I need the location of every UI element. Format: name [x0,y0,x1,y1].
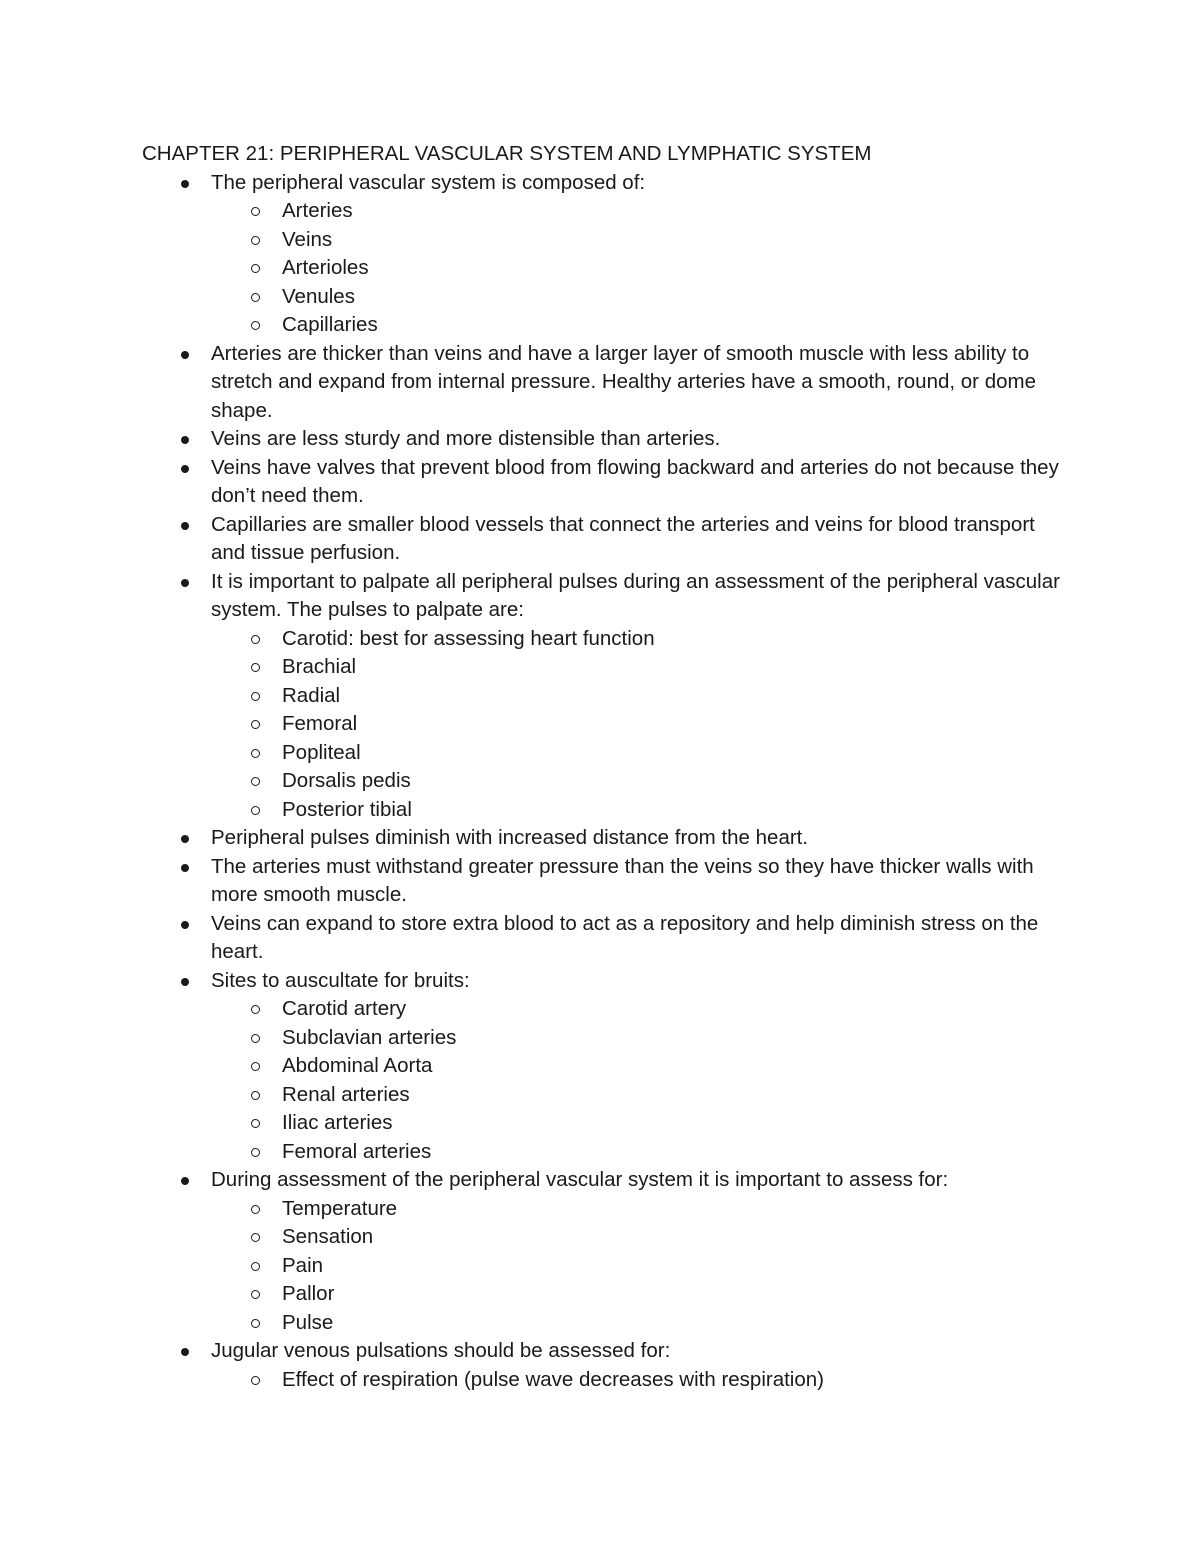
sub-list [211,1366,1072,1395]
hollow-bullet-icon [251,1119,260,1128]
sub-list-item-text: Abdominal Aorta [282,1054,433,1077]
list-item [211,454,1072,511]
hollow-bullet-icon [251,692,260,701]
filled-bullet-icon [181,579,189,587]
list-item-text: Veins can expand to store extra blood to act as a repository and help diminish stress on the heart. [211,911,1039,963]
hollow-bullet-icon [251,1233,260,1242]
sub-list-item-text: Subclavian arteries [282,1025,457,1049]
chapter-title: CHAPTER 21: PERIPHERAL VASCULAR SYSTEM AND LYMPHATIC SYSTEM [142,142,872,165]
sub-list-item-text: Arteries [282,199,353,222]
filled-bullet-icon [181,465,189,473]
sub-list-item-text: Dorsalis pedis [282,769,411,792]
sub-list-item [282,796,1072,825]
sub-list-item [282,1195,1072,1224]
list-item-text: Veins have valves that prevent blood from flowing backward and arteries do not because they don’t need them. [211,455,1059,507]
sub-list-item-text: Radial [282,683,341,707]
sub-list [211,995,1072,1166]
hollow-bullet-icon [251,1005,260,1014]
filled-bullet-icon [181,864,189,872]
filled-bullet-icon [181,978,189,986]
sub-list-item-text: Brachial [282,655,357,678]
sub-list-item [282,1052,1072,1081]
list-item [211,967,1072,1167]
sub-list-item [282,197,1072,226]
filled-bullet-icon [181,1177,189,1185]
list-item [211,910,1072,967]
sub-list-item [282,1081,1072,1110]
hollow-bullet-icon [251,264,260,273]
sub-list-item [282,1252,1072,1281]
sub-list-item-text: Capillaries [282,313,378,336]
sub-list-item-text: Pallor [282,1282,335,1305]
sub-list-item [282,995,1072,1024]
list-item [211,1337,1072,1394]
hollow-bullet-icon [251,293,260,302]
list-item [211,1166,1072,1337]
list-item-text: Sites to auscultate for bruits: [211,968,470,992]
list-item-text: It is important to palpate all peripheral pulses during an assessment of the peripheral vascular system. The pulses to palpate are: [211,569,1060,621]
sub-list-item-text: Renal arteries [282,1082,410,1106]
list-item [211,568,1072,825]
sub-list-item [282,226,1072,255]
hollow-bullet-icon [251,1062,260,1071]
sub-list-item [282,1280,1072,1309]
sub-list-item [282,1024,1072,1053]
sub-list-item [282,653,1072,682]
sub-list-item-text: Sensation [282,1225,374,1248]
filled-bullet-icon [181,1348,189,1356]
list-item-text: The arteries must withstand greater pressure than the veins so they have thicker walls with more smooth muscle. [211,854,1034,906]
hollow-bullet-icon [251,1148,260,1157]
filled-bullet-icon [181,522,189,530]
list-item-text: During assessment of the peripheral vascular system it is important to assess for: [211,1168,949,1191]
sub-list-item [282,283,1072,312]
list-item-text: Capillaries are smaller blood vessels that connect the arteries and veins for blood transport and tissue perfusion. [211,512,1035,564]
list-item [211,425,1072,454]
hollow-bullet-icon [251,1205,260,1214]
filled-bullet-icon [181,351,189,359]
filled-bullet-icon [181,180,189,188]
sub-list-item [282,682,1072,711]
list-item [211,853,1072,910]
sub-list-item-text: Pain [282,1253,324,1277]
sub-list-item-text: Effect of respiration (pulse wave decreases with respiration) [282,1367,824,1391]
hollow-bullet-icon [251,663,260,672]
sub-list [211,1195,1072,1338]
sub-list-item-text: Iliac arteries [282,1111,393,1134]
list-item-text: Veins are less sturdy and more distensible than arteries. [211,427,721,450]
hollow-bullet-icon [251,1319,260,1328]
sub-list-item [282,254,1072,283]
hollow-bullet-icon [251,777,260,786]
hollow-bullet-icon [251,1091,260,1100]
list-item-text: Arteries are thicker than veins and have a larger layer of smooth muscle with less ability to stretch and expand from internal pressure. Healthy arteries have a smooth, round, or dome shape. [211,341,1036,422]
sub-list [211,197,1072,340]
sub-list-item [282,710,1072,739]
sub-list-item [282,625,1072,654]
hollow-bullet-icon [251,207,260,216]
sub-list-item-text: Popliteal [282,740,361,764]
hollow-bullet-icon [251,236,260,245]
sub-list-item [282,1223,1072,1252]
sub-list-item [282,1109,1072,1138]
list-item-text: Jugular venous pulsations should be assessed for: [211,1339,671,1362]
filled-bullet-icon [181,436,189,444]
sub-list [211,625,1072,825]
sub-list-item-text: Temperature [282,1196,398,1220]
sub-list-item-text: Arterioles [282,256,369,279]
hollow-bullet-icon [251,321,260,330]
sub-list-item [282,767,1072,796]
list-item [211,511,1072,568]
sub-list-item [282,739,1072,768]
filled-bullet-icon [181,835,189,843]
list-item-text: The peripheral vascular system is composed of: [211,170,646,194]
bullet-list [142,169,1072,1395]
hollow-bullet-icon [251,1376,260,1385]
hollow-bullet-icon [251,1262,260,1271]
sub-list-item-text: Posterior tibial [282,797,412,821]
sub-list-item-text: Carotid artery [282,997,407,1020]
sub-list-item [282,1366,1072,1395]
sub-list-item-text: Carotid: best for assessing heart function [282,626,655,650]
sub-list-item-text: Pulse [282,1310,334,1334]
list-item [211,340,1072,426]
list-item [211,169,1072,340]
sub-list-item [282,1138,1072,1167]
hollow-bullet-icon [251,806,260,815]
sub-list-item-text: Femoral arteries [282,1139,432,1163]
list-item-text: Peripheral pulses diminish with increased distance from the heart. [211,826,809,849]
sub-list-item-text: Femoral [282,712,358,735]
list-item [211,824,1072,853]
hollow-bullet-icon [251,635,260,644]
sub-list-item-text: Venules [282,284,355,308]
sub-list-item-text: Veins [282,227,333,251]
sub-list-item [282,1309,1072,1338]
hollow-bullet-icon [251,1290,260,1299]
hollow-bullet-icon [251,1034,260,1043]
filled-bullet-icon [181,921,189,929]
document-body [142,140,1072,1394]
hollow-bullet-icon [251,749,260,758]
hollow-bullet-icon [251,720,260,729]
sub-list-item [282,311,1072,340]
